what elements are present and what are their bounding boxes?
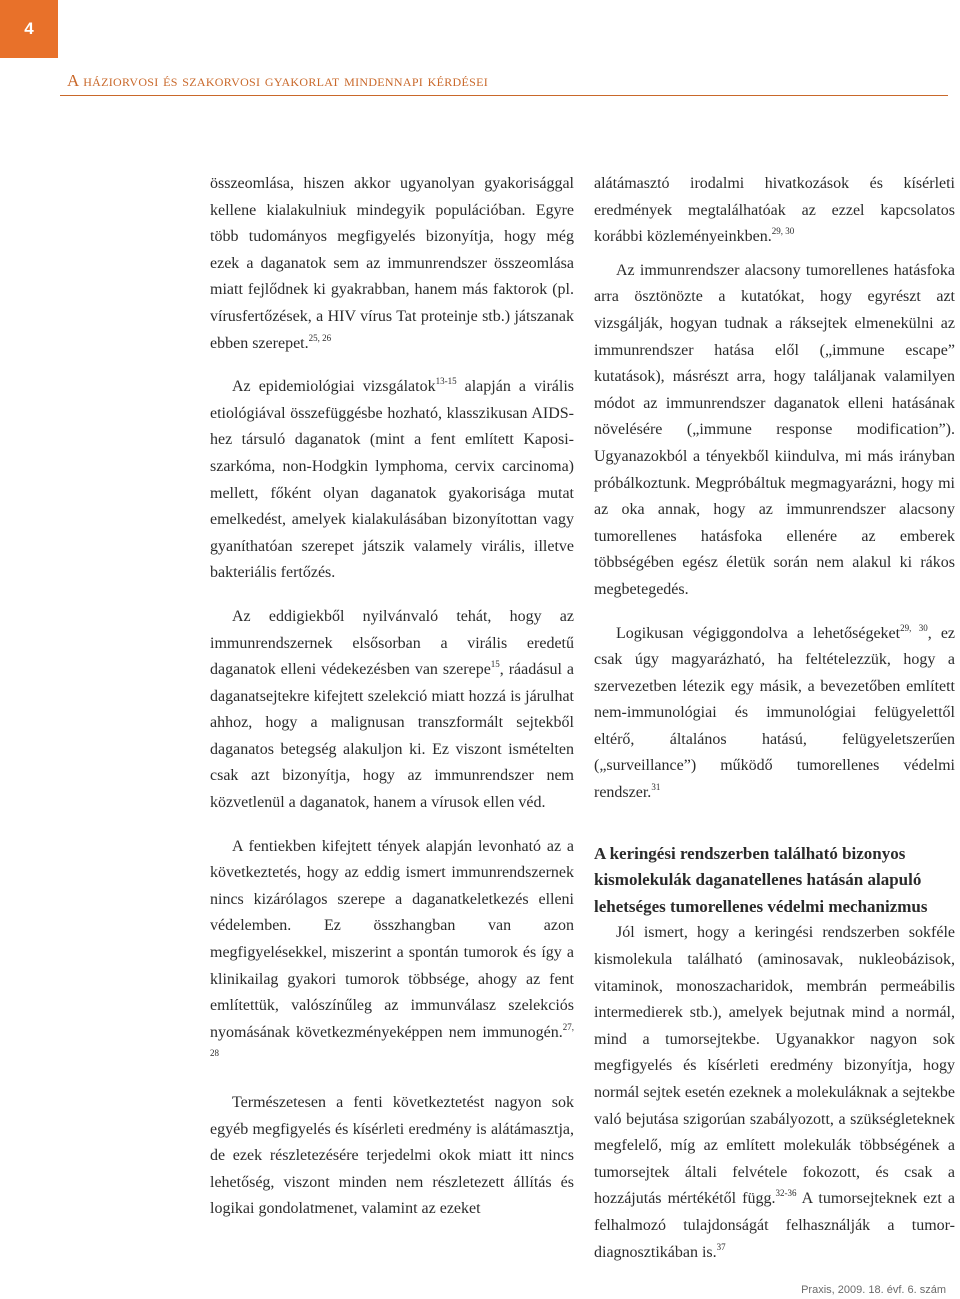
reference: 29, 30 [771,226,795,237]
paragraph: alátámasztó irodalmi hivatkozások és kísérleti eredmények megtalálhatóak az ezzel kapcsolatos korábbi közleményeinkben.$^{29, 30}$ [594,175,955,246]
running-header: A háziorvosi és szakorvosi gyakorlat mindennapi kérdései [67,71,489,90]
paragraph: Logikusan végiggondolva a lehetőségeket$^{29, 30}$, ez csak úgy magyarázható, ha feltételezzük, hogy a szervezetben létezik egy másik, a bevezetőben említett nem-immunológiai és immunológiai felügyelettől eltérő, általános hatású, felügyeletszerűen („surveillance”) működő tumorellenes védelmi rendszer.$^{31}$ [594,622,956,802]
paragraph: Az immunrendszer alacsony tumorellenes hatásfoka arra ösztönözte a kutatókat, hogy egyrészt azt vizsgálják, hogyan tudnak a ráksejtek elmenekülni az immunrendszer hatása elől („immune escape” kutatások), másrészt arra, hogy találjanak valamilyen módot az immunrendszer daganatok elleni hatásának növelésére („immune response modification”). Ugyanazokból a tényekből kiindulva, mi más irányban próbálkoztunk. Megpróbáltuk megmagyarázni, hogy mi az oka annak, hogy az immunrendszer alacsony tumorellenes hatásfoka ellenére az emberek többségében egész életük során nem alakul ki rákos megbetegedés. [594,261,955,598]
left-column [210,171,574,1223]
paragraph: A fentiekben kifejtett tények alapján levonható az a következtetés, hogy az eddig ismert immunrendszernek nincs kizárólagos szerepe a daganatkeletkezés elleni védelemben. Ez összhangban van azon megfigyelésekkel, miszerint a spontán tumorok és így a klinikailag gyakori tumorok többsége, ahogy az fent említettük, valószínűleg az immunválasz szelekciós nyomásának következményeképpen nem immunogén.$^{27, 28}$ [210,837,574,1059]
paragraph: Természetesen a fenti következtetést nagyon sok egyéb megfigyelés és kísérleti eredmény is alátámasztja, de ezek részletezésére terjedelmi okok miatt itt nincs lehetőség, viszont minden nem részletezett állítás és logikai gondolatmenet, valamint az ezeket [210,1094,574,1218]
page-number-badge [0,0,58,58]
right-column [594,171,955,1266]
reference: 15 [490,659,500,670]
reference: 37 [716,1241,726,1252]
page-number: 4 [24,19,34,38]
reference: 25, 26 [308,332,332,343]
page-footer: Praxis, 2009. 18. évf. 6. szám [801,1284,946,1296]
reference: 27, 28 [210,1021,574,1059]
reference: 29, 30 [900,622,928,633]
paragraph: Az epidemiológiai vizsgálatok$^{13-15}$ alapján a virális etiológiával összefüggésbe hozható, klasszikusan AIDS-hez társuló daganatok (mint a fent említett Kaposi-szarkóma, non-Hodgkin lymphoma, cervix carcinoma) mellett, főként olyan daganatok gyakorisága mutat emelkedést, amelyek kialakulásában bizonyítottan vagy gyaníthatóan szerepet játszik valamely virális, illetve bakteriális fertőzés. [210,376,575,582]
section-heading: A keringési rendszerben található bizonyos kismolekulák daganatellenes hatásán alapuló lehetséges tumorellenes védelmi mechanizmus [594,843,928,916]
reference: 13-15 [435,376,457,387]
header-divider [60,95,948,96]
paragraph: összeomlása, hiszen akkor ugyanolyan gyakorisággal kellene kialakulniuk mindegyik populációban. Egyre több tudományos megfigyelés bizonyítja, hogy még ezek a daganatok sem az immunrendszer összeomlása miatt fejlődnek ki gyakrabban, hanem más faktorok (pl. vírusfertőzések, a HIV vírus Tat proteinje stb.) játszanak ebben szerepet.$^{25, 26}$ [210,175,574,352]
paragraph: Jól ismert, hogy a keringési rendszerben sokféle kismolekula található (aminosavak, nukleobázisok, vitaminok, monoszacharidok, membrán permeábilis intermedierek stb.), amelyek bejutnak mind a normál, mind a tumorsejtekbe. Ugyanakkor nagyon sok megfigyelés és kísérleti eredmény bizonyítja, hogy normál sejtek esetén ezeknek a molekuláknak a sejtekbe való bejutása szigorúan szabályozott, a szükségleteknek megfelelő, míg az említett molekulák többségének a tumorsejtek általi felvétele fokozott, és csak a hozzájutás mértékétől függ.$^{32-36}$ A tumorsejteknek ezt a felhalmozó tulajdonságát felhasználják a tumor-diagnosztikában is.$^{37}$ [594,924,955,1261]
paragraph: Az eddigiekből nyilvánvaló tehát, hogy az immunrendszernek elsősorban a virális eredetű daganatok elleni védekezésben van szerepe$^{15}$, ráadásul a daganatsejtekre kifejtett szelekció miatt hozzá is járulhat ahhoz, hogy a malignusan transzformált sejtekből daganatos betegség alakuljon ki. Ez viszont ismételten csak azt bizonyítja, hogy az immunrendszer nem közvetlenül a daganatok, hanem a vírusok ellen véd. [210,607,575,812]
reference: 31 [651,782,661,793]
reference: 32-36 [775,1188,797,1199]
